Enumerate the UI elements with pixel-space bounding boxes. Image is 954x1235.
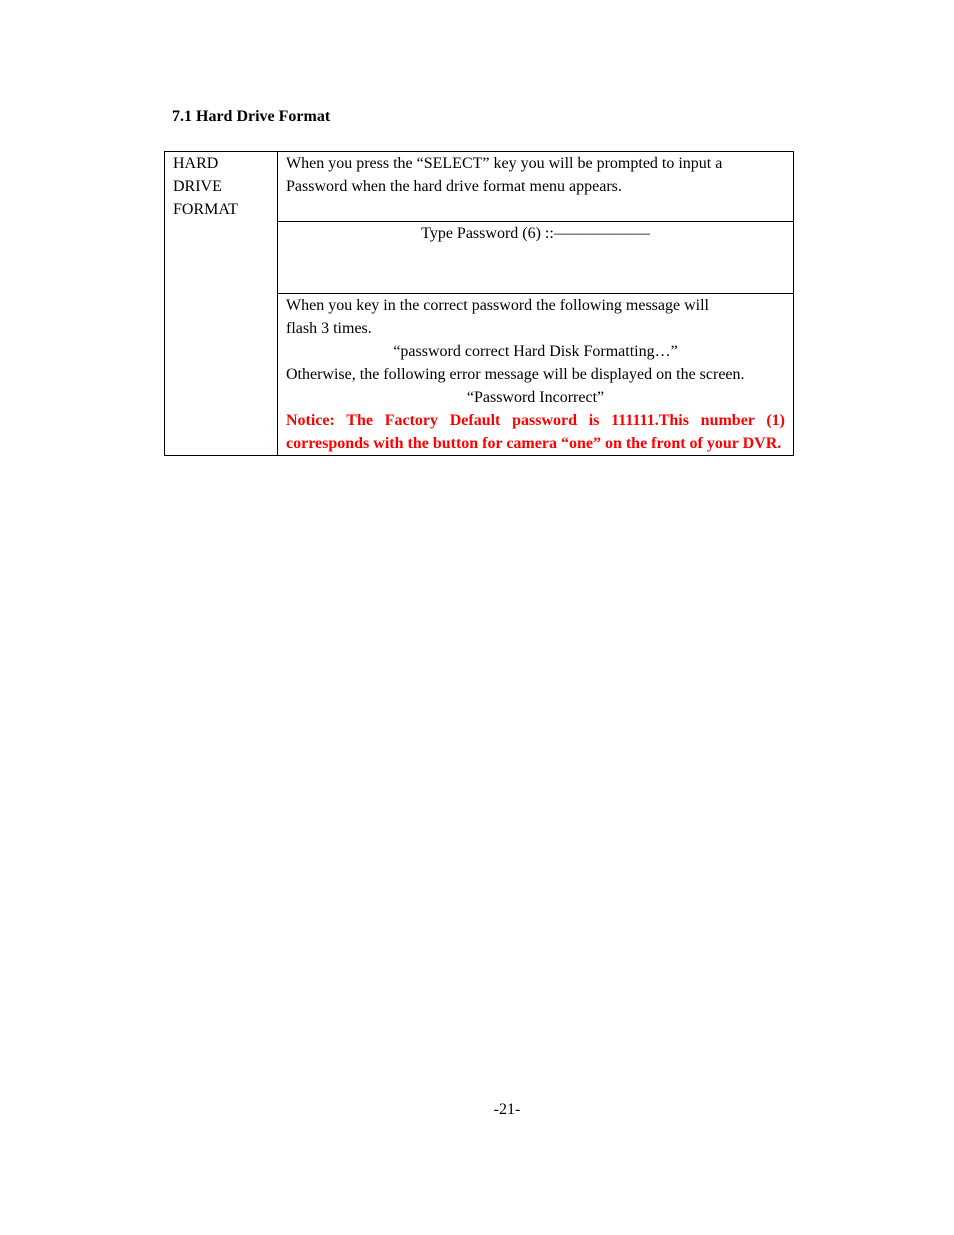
table-row [165, 152, 794, 222]
row-label-cell [165, 152, 278, 456]
password-prompt-text: Type Password (6) ::—————— [421, 225, 650, 242]
password-prompt-cell [278, 222, 794, 294]
otherwise-text: Otherwise, the following error message will be displayed on the screen. [286, 366, 745, 383]
page-number: -21- [493, 1101, 521, 1118]
description-cell [278, 294, 794, 456]
intro-cell [278, 152, 794, 222]
intro-text-line-1: When you press the “SELECT” key you will be prompted to input a [286, 155, 723, 172]
password-incorrect-message: “Password Incorrect” [466, 389, 605, 406]
label-line-hard: HARD [173, 155, 219, 172]
hard-drive-format-table [164, 151, 794, 456]
description-line-2: flash 3 times. [286, 320, 372, 337]
description-line-1: When you key in the correct password the following message will [286, 297, 709, 314]
factory-default-notice: Notice: The Factory Default password is 111111.This number (1) corresponds with the button for camera “one” on the front of your DVR. [286, 412, 785, 452]
section-title: 7.1 Hard Drive Format [172, 108, 331, 125]
label-line-drive: DRIVE [173, 178, 222, 195]
password-correct-message: “password correct Hard Disk Formatting…” [393, 343, 678, 360]
intro-text-line-2: Password when the hard drive format menu appears. [286, 178, 622, 195]
label-line-format: FORMAT [173, 201, 238, 218]
